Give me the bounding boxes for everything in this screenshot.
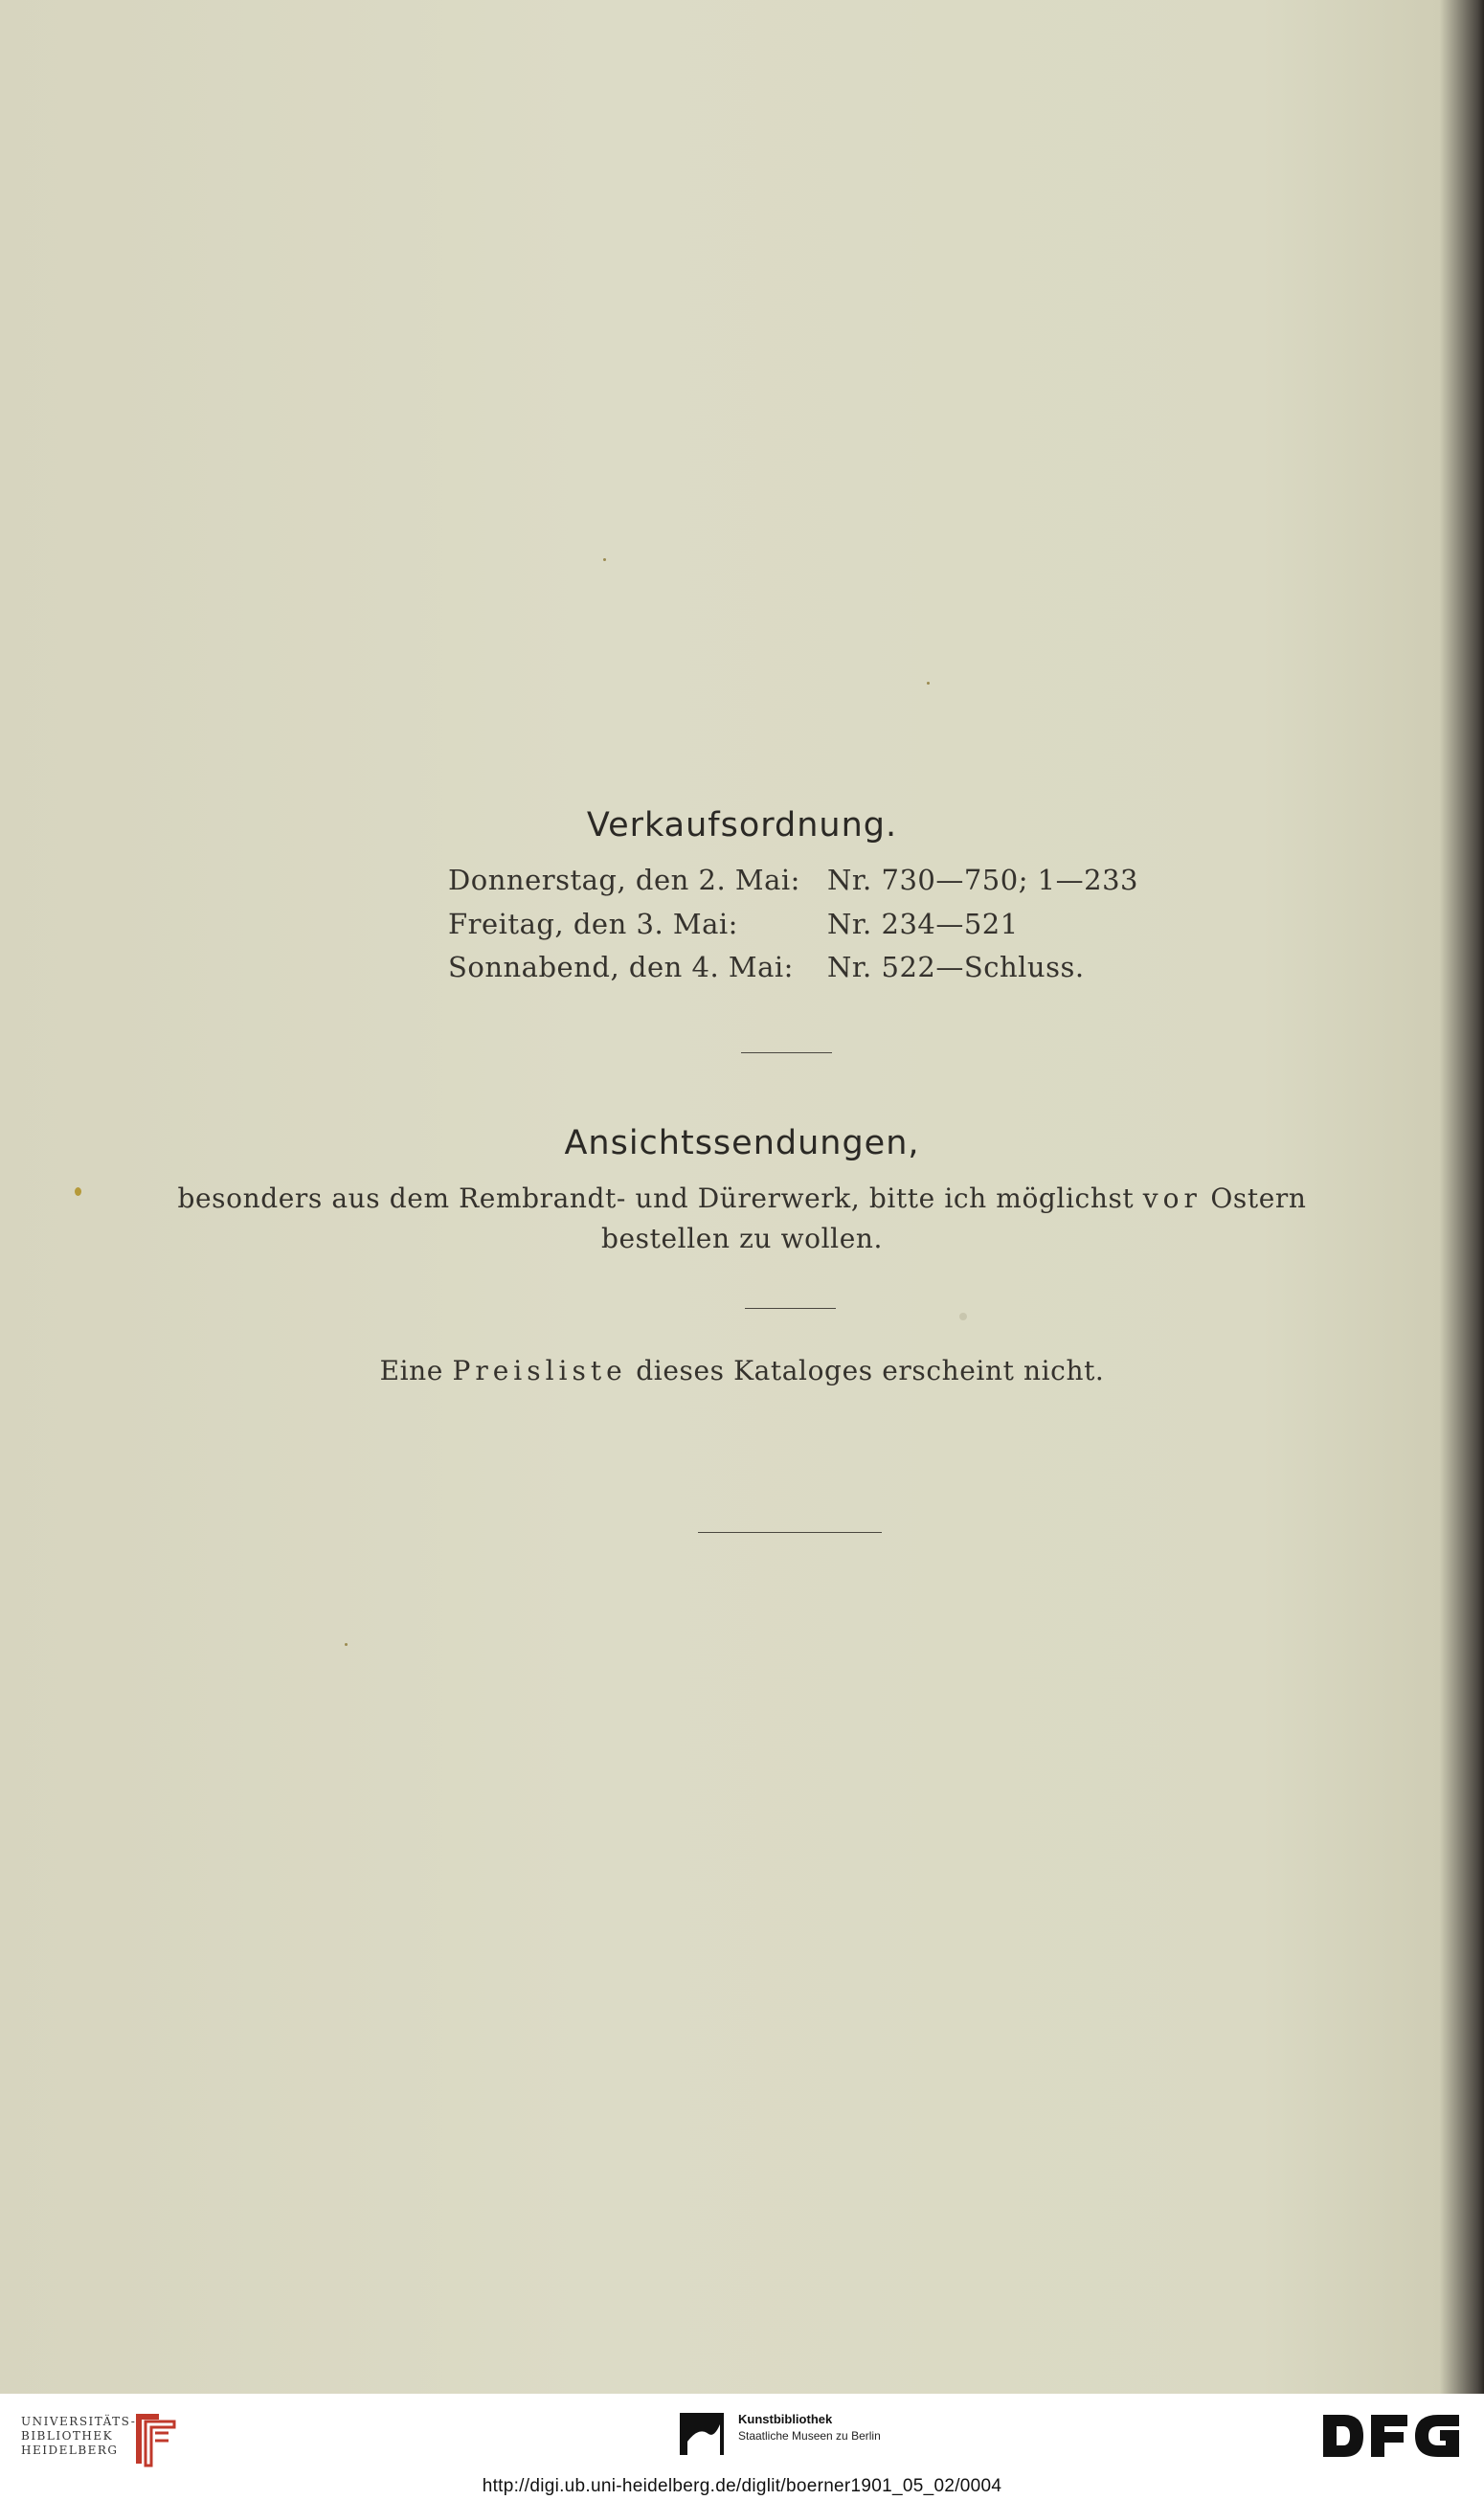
schedule-range: Nr. 234—521 (827, 908, 1019, 940)
schedule-day: Freitag, den 3. Mai: (448, 908, 738, 940)
heading-verkaufsordnung: Verkaufsordnung. (586, 806, 898, 845)
paragraph-line-1 (0, 1179, 1484, 1219)
notice-emphasis: Preisliste (452, 1355, 627, 1386)
paragraph-line-2: bestellen zu wollen. (600, 1223, 884, 1254)
notice-text: Eine (379, 1355, 443, 1386)
heidelberg-logo-icon[interactable] (130, 2408, 180, 2469)
paper-speck (345, 1643, 348, 1646)
paper-speck (959, 1313, 967, 1320)
notice-line (0, 1351, 1484, 1391)
paper-speck (603, 558, 606, 561)
schedule-day: Donnerstag, den 2. Mai: (448, 864, 800, 896)
notice-text: dieses Kataloges erscheint nicht. (636, 1355, 1105, 1386)
dfg-logo-icon[interactable] (1319, 2409, 1463, 2463)
paper-speck (75, 1187, 81, 1196)
uni-line: BIBLIOTHEK (21, 2429, 114, 2443)
university-library-name (21, 2415, 136, 2458)
schedule-day: Sonnabend, den 4. Mai: (448, 951, 794, 983)
kunstbibliothek-subtitle: Staatliche Museen zu Berlin (738, 2429, 881, 2443)
footer-bar (0, 2394, 1484, 2500)
paragraph-emphasis: vor (1142, 1182, 1202, 1214)
section-divider (741, 1052, 832, 1053)
schedule-range: Nr. 730—750; 1—233 (827, 864, 1138, 896)
closing-rule (698, 1532, 882, 1533)
heading-ansichtssendungen: Ansichtssendungen, (564, 1124, 920, 1162)
uni-line: HEIDELBERG (21, 2444, 119, 2457)
paragraph-text: Ostern (1210, 1182, 1307, 1214)
kunstbibliothek-name: Kunstbibliothek (738, 2412, 833, 2426)
source-url[interactable]: http://digi.ub.uni-heidelberg.de/diglit/boerner1901_05_02/0004 (482, 2476, 1002, 2496)
uni-line: UNIVERSITÄTS- (21, 2415, 137, 2428)
kunstbibliothek-logo-icon[interactable] (680, 2413, 724, 2455)
paragraph-text: besonders aus dem Rembrandt- und Dürerwerk, bitte ich möglichst (177, 1182, 1135, 1214)
paper-speck (927, 682, 930, 685)
schedule-range: Nr. 522—Schluss. (827, 951, 1085, 983)
section-divider (745, 1308, 836, 1309)
